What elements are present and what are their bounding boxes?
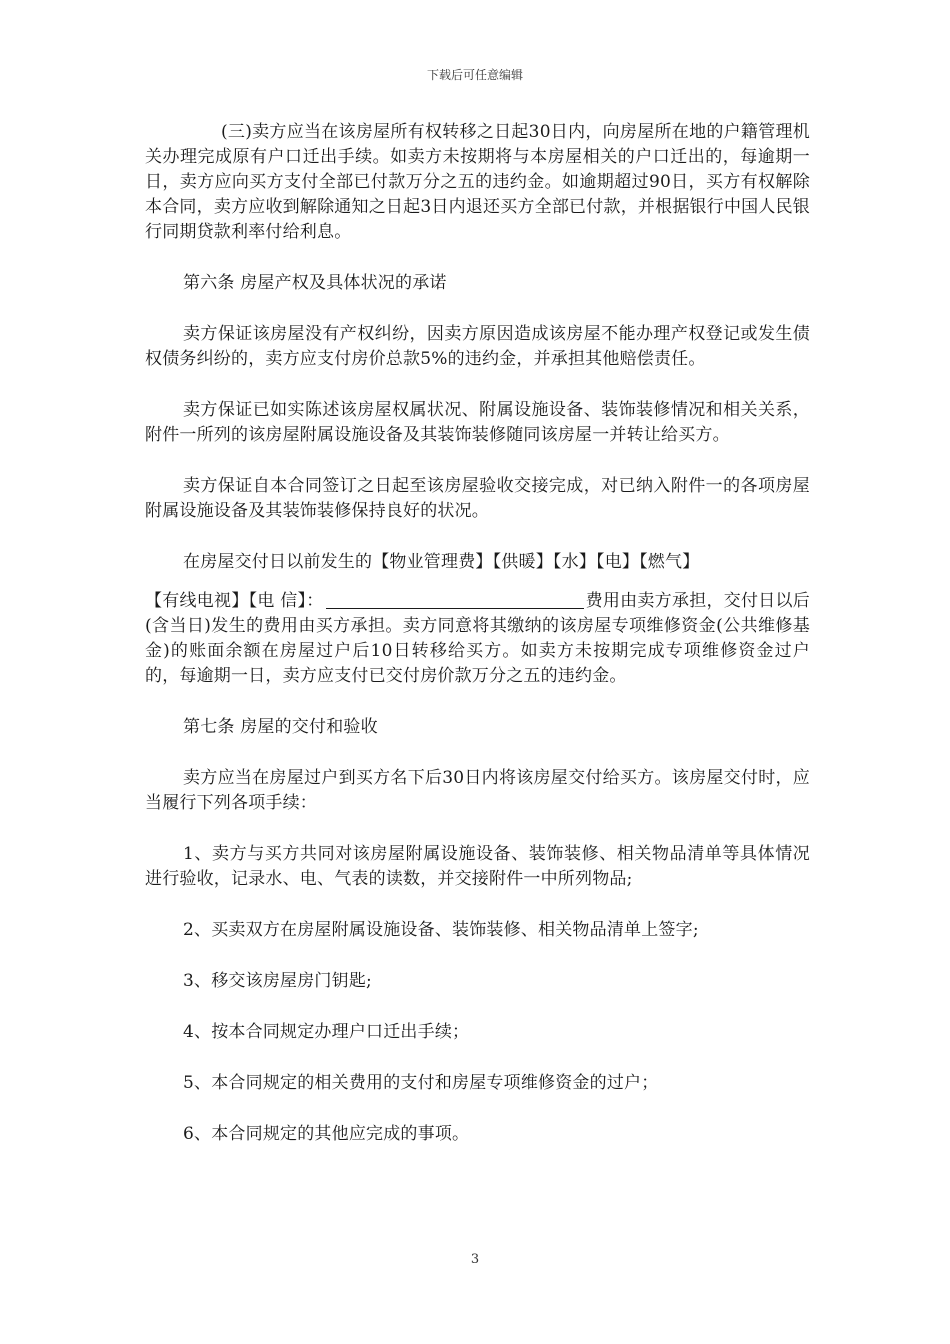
paragraph-maintenance-guarantee: 卖方保证自本合同签订之日起至该房屋验收交接完成，对已纳入附件一的各项房屋附属设施设备及其装饰装修保持良好的状况。 [145,476,810,521]
page-header: 下载后可任意编辑 [426,68,523,82]
list-item-other-matters: 6、本合同规定的其他应完成的事项。 [183,1124,470,1144]
section-heading-article-6: 第六条 房屋产权及具体状况的承诺 [183,273,447,293]
paragraph-fees-intro: 在房屋交付日以前发生的【物业管理费】【供暖】【水】【电】【燃气】 [183,552,700,572]
paragraph-property-rights-guarantee: 卖方保证该房屋没有产权纠纷，因卖方原因造成该房屋不能办理产权登记或发生债权债务纠纷的，卖方应支付房价总款5%的违约金，并承担其他赔偿责任。 [145,324,810,369]
list-item-signature: 2、买卖双方在房屋附属设施设备、装饰装修、相关物品清单上签字; [183,920,699,940]
document-body [145,120,810,1173]
page-number: 3 [470,1252,480,1267]
fees-items-label: 【有线电视】【电 信】： [145,591,324,611]
fees-allocation-text: 费用由卖方承担，交付日以后(含当日)发生的费用由买方承担。卖方同意将其缴纳的该房屋专项维修资金(公共维修基金)的账面余额在房屋过户后10日转移给买方。如卖方未按期完成专项维修资金过户的，每逾期一日，卖方应支付已交付房价款万分之五的违约金。 [145,591,810,686]
paragraph-delivery-terms: 卖方应当在房屋过户到买方名下后30日内将该房屋交付给买方。该房屋交付时，应当履行下列各项手续： [145,768,810,813]
fees-blank-line[interactable] [326,590,584,609]
list-item-household: 4、按本合同规定办理户口迁出手续； [183,1022,470,1042]
paragraph-household-registration: (三)卖方应当在该房屋所有权转移之日起30日内，向房屋所在地的户籍管理机关办理完成原有户口迁出手续。如卖方未按期将与本房屋相关的户口迁出的，每逾期一日，卖方应向买方支付全部已付款万分之五的违约金。如逾期超过90日，买方有权解除本合同，卖方应收到解除通知之日起3日内退还买方全部已付款，并根据银行中国人民银行同期贷款利率付给利息。 [145,122,810,242]
list-item-fees-transfer: 5、本合同规定的相关费用的支付和房屋专项维修资金的过户； [183,1073,659,1093]
paragraph-disclosure-guarantee: 卖方保证已如实陈述该房屋权属状况、附属设施设备、装饰装修情况和相关关系，附件一所列的该房屋附属设施设备及其装饰装修随同该房屋一并转让给买方。 [145,400,810,445]
section-heading-article-7: 第七条 房屋的交付和验收 [183,717,378,737]
list-item-keys: 3、移交该房屋房门钥匙; [183,971,372,991]
list-item-inspection: 1、卖方与买方共同对该房屋附属设施设备、装饰装修、相关物品清单等具体情况进行验收，记录水、电、气表的读数，并交接附件一中所列物品; [145,844,810,889]
paragraph-fees-allocation [145,589,810,689]
